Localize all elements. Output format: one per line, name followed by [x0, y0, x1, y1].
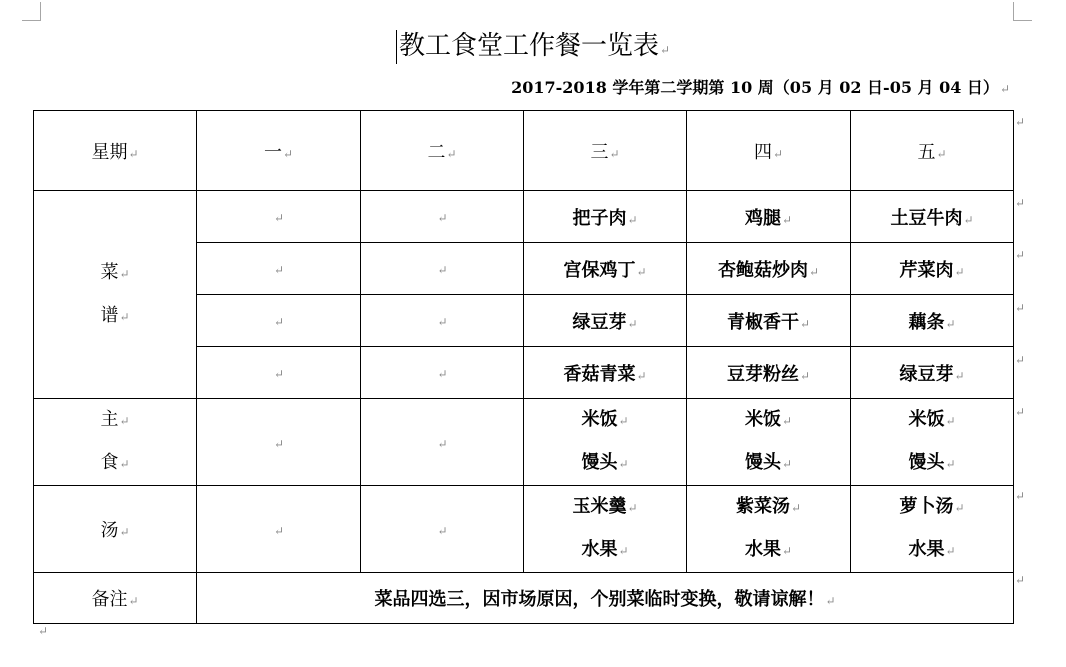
- paragraph-mark-icon: ↵: [618, 414, 629, 428]
- dish-name: 绿豆芽: [572, 311, 627, 333]
- dish-cell[interactable]: [524, 295, 687, 347]
- staple-cell[interactable]: [197, 399, 361, 486]
- staple-item-text: 馒头: [908, 452, 945, 473]
- staple-item: [687, 442, 850, 485]
- paragraph-mark-icon: ↵: [954, 368, 965, 383]
- paragraph-mark-icon: ↵: [119, 525, 130, 539]
- paragraph-mark-icon: ↵: [273, 436, 285, 451]
- paragraph-mark-icon: ↵: [119, 457, 130, 471]
- dish-cell[interactable]: [524, 347, 687, 399]
- dish-cell[interactable]: [197, 347, 361, 399]
- menu-label-char: [34, 252, 196, 295]
- staple-item: [851, 399, 1013, 442]
- page-corner-top-left: [22, 2, 41, 21]
- dish-cell[interactable]: [851, 295, 1014, 347]
- page-corner-top-right: [1013, 2, 1032, 21]
- staple-item-text: 米饭: [581, 409, 618, 430]
- dish-cell[interactable]: [851, 243, 1014, 295]
- paragraph-mark-icon: ↵: [781, 414, 793, 428]
- menu-label-char: [34, 295, 196, 338]
- paragraph-mark-icon: ↵: [954, 264, 965, 279]
- dish-cell[interactable]: [524, 243, 687, 295]
- dish-cell[interactable]: [361, 295, 524, 347]
- paragraph-mark-icon: ↵: [437, 315, 448, 329]
- day-header-cell[interactable]: [361, 111, 524, 191]
- document-title[interactable]: [0, 26, 1066, 70]
- paragraph-mark-icon: ↵: [781, 457, 793, 471]
- paragraph-mark-icon: ↵: [437, 523, 448, 538]
- staple-cell[interactable]: [851, 399, 1014, 486]
- note-label: 备注: [91, 589, 128, 610]
- day-header-cell[interactable]: [687, 111, 851, 191]
- paragraph-mark-icon: ↵: [273, 367, 285, 381]
- staple-label-char: [34, 442, 196, 485]
- dish-name: 香菇青菜: [563, 363, 636, 385]
- dish-cell[interactable]: [361, 347, 524, 399]
- soup-item: [851, 486, 1013, 529]
- staple-item: [524, 399, 686, 442]
- paragraph-mark-icon: ↵: [437, 211, 448, 225]
- paragraph-mark-icon: ↵: [790, 501, 802, 515]
- soup-cell[interactable]: [197, 486, 361, 573]
- paragraph-mark-icon: ↵: [282, 146, 294, 161]
- paragraph-mark-icon: ↵: [799, 368, 811, 383]
- staple-item-text: 馒头: [744, 452, 781, 473]
- row-end-mark-icon: ↵: [1015, 405, 1026, 419]
- staple-item-text: 米饭: [908, 409, 945, 430]
- menu-table: [33, 110, 1014, 624]
- soup-item-text: 水果: [744, 539, 781, 560]
- row-end-mark-icon: ↵: [1015, 248, 1026, 262]
- paragraph-mark-icon: ↵: [936, 146, 947, 161]
- dish-cell[interactable]: [851, 191, 1014, 243]
- title-text: 教工食堂工作餐一览表: [398, 31, 659, 61]
- paragraph-mark-icon: ↵: [273, 523, 285, 538]
- paragraph-mark-icon: ↵: [636, 368, 647, 383]
- staple-cell[interactable]: [361, 399, 524, 486]
- dish-cell[interactable]: [687, 243, 851, 295]
- text-cursor: [396, 30, 397, 64]
- paragraph-mark-icon: ↵: [772, 146, 784, 161]
- weekday-header-cell[interactable]: [34, 111, 197, 191]
- paragraph-mark-icon: ↵: [119, 266, 130, 281]
- soup-item: [851, 529, 1013, 572]
- paragraph-mark-icon: ↵: [781, 212, 793, 227]
- paragraph-mark-icon: ↵: [636, 264, 647, 279]
- paragraph-mark-icon: ↵: [808, 264, 820, 279]
- week-subtitle: [511, 76, 1010, 101]
- note-row: [34, 573, 1014, 624]
- paragraph-mark-icon: ↵: [119, 414, 130, 428]
- dish-cell[interactable]: [687, 347, 851, 399]
- paragraph-mark-icon: ↵: [781, 544, 793, 558]
- staple-item: [851, 442, 1013, 485]
- staple-cell[interactable]: [687, 399, 851, 486]
- paragraph-mark-icon: ↵: [437, 367, 448, 381]
- staple-label-cell[interactable]: [34, 399, 197, 486]
- soup-row: [34, 486, 1014, 573]
- note-text-cell[interactable]: [197, 573, 1014, 624]
- staple-item-text: 米饭: [744, 409, 781, 430]
- paragraph-mark-icon: ↵: [627, 212, 638, 227]
- subtitle-text: 2017-2018 学年第二学期第 10 周（05 月 02 日-05 月 04 日）: [511, 78, 999, 97]
- day-header-cell[interactable]: [851, 111, 1014, 191]
- menu-row: [34, 191, 1014, 243]
- soup-item-text: 玉米羹: [572, 496, 627, 517]
- paragraph-mark-icon: ↵: [128, 594, 139, 608]
- soup-item: [524, 486, 686, 529]
- paragraph-mark-icon: ↵: [446, 146, 457, 161]
- soup-cell[interactable]: [524, 486, 687, 573]
- paragraph-mark-icon: ↵: [945, 316, 956, 331]
- row-end-mark-icon: ↵: [1015, 115, 1026, 129]
- soup-cell[interactable]: [361, 486, 524, 573]
- soup-label-cell[interactable]: [34, 486, 197, 573]
- paragraph-mark-icon: ↵: [945, 457, 956, 471]
- dish-name: 杏鲍菇炒肉: [717, 259, 808, 281]
- paragraph-mark-icon: ↵: [273, 263, 285, 277]
- paragraph-mark-icon: ↵: [609, 146, 620, 161]
- paragraph-mark-icon: ↵: [437, 436, 448, 451]
- row-end-mark-icon: ↵: [1015, 573, 1026, 587]
- paragraph-mark-icon: ↵: [963, 212, 974, 227]
- staple-label-char-text: 食: [100, 452, 119, 473]
- soup-item-text: 萝卜汤: [899, 496, 954, 517]
- paragraph-mark-icon: ↵: [627, 316, 638, 331]
- day-header-cell[interactable]: [197, 111, 361, 191]
- soup-item-text: 水果: [908, 539, 945, 560]
- soup-item: [524, 529, 686, 572]
- staple-item: [687, 399, 850, 442]
- menu-label-char-text: 菜: [100, 261, 119, 283]
- dish-cell[interactable]: [197, 243, 361, 295]
- staple-item: [524, 442, 686, 485]
- paragraph-mark-icon: ↵: [999, 82, 1010, 96]
- day-label: 三: [590, 141, 609, 163]
- dish-name: 绿豆芽: [899, 363, 954, 385]
- soup-item-text: 水果: [581, 539, 618, 560]
- paragraph-mark-icon: ↵: [437, 263, 448, 277]
- dish-cell[interactable]: [361, 191, 524, 243]
- day-label: 一: [263, 141, 282, 163]
- dish-cell[interactable]: [197, 295, 361, 347]
- note-label-cell[interactable]: [34, 573, 197, 624]
- staple-row: [34, 399, 1014, 486]
- dish-cell[interactable]: [524, 191, 687, 243]
- dish-name: 把子肉: [572, 207, 627, 229]
- weekday-label: 星期: [91, 141, 128, 163]
- staple-label-char: [34, 399, 196, 442]
- row-end-mark-icon: ↵: [1015, 196, 1026, 210]
- paragraph-mark-icon: ↵: [945, 414, 956, 428]
- row-end-mark-icon: ↵: [1015, 301, 1026, 315]
- paragraph-mark-icon: ↵: [119, 309, 130, 324]
- staple-label-char-text: 主: [100, 409, 119, 430]
- dish-name: 藕条: [908, 311, 945, 333]
- dish-name: 宫保鸡丁: [563, 259, 636, 281]
- menu-label-cell[interactable]: [34, 191, 197, 399]
- day-label: 五: [917, 141, 936, 163]
- soup-item-text: 紫菜汤: [735, 496, 790, 517]
- dish-cell[interactable]: [687, 191, 851, 243]
- day-header-cell[interactable]: [524, 111, 687, 191]
- soup-cell[interactable]: [851, 486, 1014, 573]
- paragraph-mark-icon: ↵: [659, 43, 671, 57]
- soup-label: 汤: [100, 520, 119, 541]
- note-text: 菜品四选三，因市场原因，个别菜临时变换，敬请谅解！: [374, 589, 825, 610]
- paragraph-mark-icon: ↵: [273, 211, 285, 225]
- staple-item-text: 馒头: [581, 452, 618, 473]
- paragraph-mark-icon: ↵: [128, 146, 139, 161]
- header-row: [34, 111, 1014, 191]
- paragraph-mark-icon: ↵: [825, 594, 836, 608]
- dish-name: 鸡腿: [744, 207, 781, 229]
- day-label: 二: [427, 141, 446, 163]
- paragraph-mark-icon: ↵: [945, 544, 956, 558]
- day-label: 四: [753, 141, 772, 163]
- dish-name: 豆芽粉丝: [726, 363, 799, 385]
- soup-item: [687, 529, 850, 572]
- soup-item: [687, 486, 850, 529]
- dish-cell[interactable]: [687, 295, 851, 347]
- dish-name: 青椒香干: [726, 311, 799, 333]
- dish-cell[interactable]: [361, 243, 524, 295]
- paragraph-mark-icon: ↵: [954, 501, 965, 515]
- paragraph-mark-icon: ↵: [618, 544, 629, 558]
- row-end-mark-icon: ↵: [1015, 489, 1026, 503]
- paragraph-mark-icon: ↵: [799, 316, 811, 331]
- paragraph-mark-icon: ↵: [627, 501, 638, 515]
- dish-name: 土豆牛肉: [890, 207, 963, 229]
- dish-name: 芹菜肉: [899, 259, 954, 281]
- row-end-mark-icon: ↵: [1015, 353, 1026, 367]
- staple-cell[interactable]: [524, 399, 687, 486]
- dish-cell[interactable]: [197, 191, 361, 243]
- paragraph-mark-icon: ↵: [618, 457, 629, 471]
- paragraph-mark-icon: ↵: [273, 315, 285, 329]
- menu-label-char-text: 谱: [100, 304, 119, 326]
- paragraph-mark-icon: ↵: [38, 624, 49, 638]
- soup-cell[interactable]: [687, 486, 851, 573]
- dish-cell[interactable]: [851, 347, 1014, 399]
